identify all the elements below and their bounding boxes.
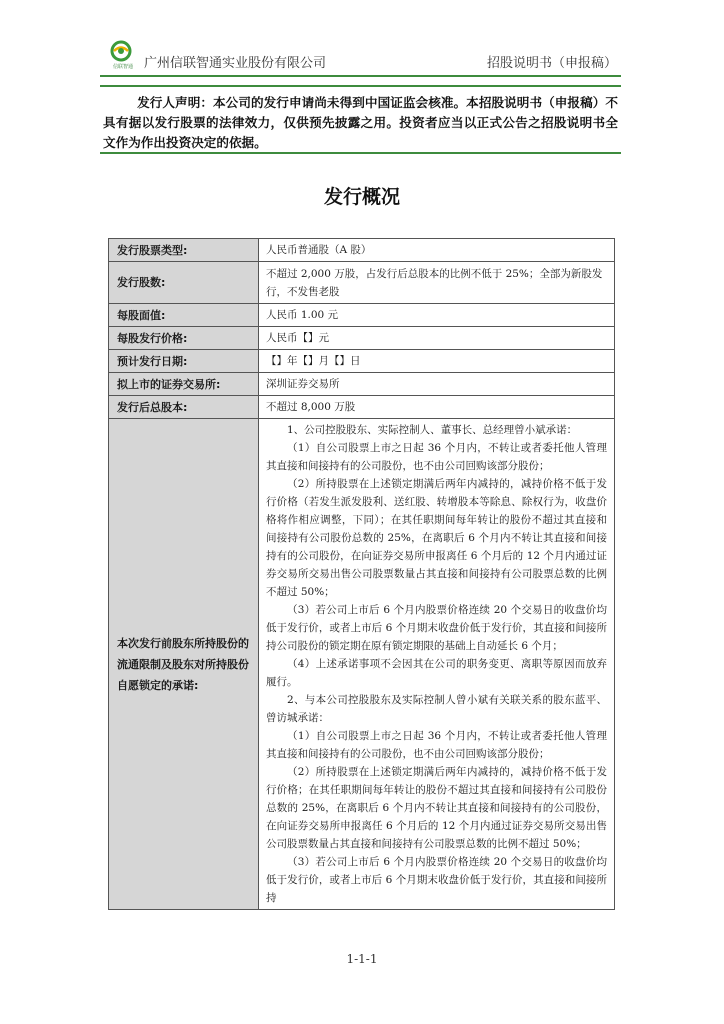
issuance-overview-table xyxy=(108,238,615,910)
table-row xyxy=(109,327,615,350)
row-label: 本次发行前股东所持股份的流通限制及股东对所持股份自愿锁定的承诺: xyxy=(109,419,259,910)
lockup-paragraph: （2）所持股票在上述锁定期满后两年内减持的，减持价格不低于发行价格（若发生派发股利、送红股、转增股本等除息、除权行为，收盘价格将作相应调整，下同）；在其任职期间每年转让的股份不超过其直接和间接持有公司股份总数的 25%，在离职后 6 个月内不转让其直接和间接持有的公司股份，在向证券交易所申报离任 6 个月后的 12 个月内通过证券交易所交易出售公司股票数量占其直接和间接持有公司股票总数的比例不超过 50%； xyxy=(266,478,607,598)
table-row xyxy=(109,350,615,373)
table-row xyxy=(109,373,615,396)
company-logo xyxy=(108,40,134,70)
row-label: 预计发行日期: xyxy=(109,350,259,373)
row-value: 人民币 1.00 元 xyxy=(259,304,615,327)
table-row xyxy=(109,262,615,304)
notice-top-divider xyxy=(100,85,621,87)
row-label: 发行股票类型: xyxy=(109,239,259,262)
row-value: 深圳证券交易所 xyxy=(259,373,615,396)
row-value: 【】年【】月【】日 xyxy=(259,350,615,373)
lockup-paragraph: 2、与本公司控股股东及实际控制人曾小斌有关联关系的股东蓝平、曾访城承诺： xyxy=(266,694,607,724)
row-value: 不超过 8,000 万股 xyxy=(259,396,615,419)
lockup-paragraph: （4）上述承诺事项不会因其在公司的职务变更、离职等原因而放弃履行。 xyxy=(266,658,607,688)
lockup-paragraph: （3）若公司上市后 6 个月内股票价格连续 20 个交易日的收盘价均低于发行价，或者上市后 6 个月期末收盘价低于发行价，其直接和间接所持公司股份的锁定期在原有锁定期限的基础上自动延长 6 个月； xyxy=(266,604,607,652)
lockup-paragraph: （1）自公司股票上市之日起 36 个月内，不转让或者委托他人管理其直接和间接持有的公司股份，也不由公司回购该部分股份； xyxy=(266,442,607,472)
lockup-commitments xyxy=(259,419,615,910)
lockup-paragraph: 1、公司控股股东、实际控制人、董事长、总经理曾小斌承诺： xyxy=(287,424,578,436)
page-header xyxy=(108,40,621,70)
lockup-paragraph: （3）若公司上市后 6 个月内股票价格连续 20 个交易日的收盘价均低于发行价，或者上市后 6 个月期末收盘价低于发行价，其直接和间接所持 xyxy=(266,856,607,904)
row-label: 每股发行价格: xyxy=(109,327,259,350)
notice-bottom-divider xyxy=(100,152,621,154)
lockup-paragraph: （1）自公司股票上市之日起 36 个月内，不转让或者委托他人管理其直接和间接持有的公司股份，也不由公司回购该部分股份； xyxy=(266,730,607,760)
table-row xyxy=(109,396,615,419)
table-row xyxy=(109,419,615,910)
table-row xyxy=(109,239,615,262)
row-label: 每股面值: xyxy=(109,304,259,327)
company-name: 广州信联智通实业股份有限公司 xyxy=(144,56,327,71)
row-value: 不超过 2,000 万股，占发行后总股本的比例不低于 25%；全部为新股发行，不发售老股 xyxy=(259,262,615,304)
issuer-notice xyxy=(103,93,618,153)
row-label: 发行后总股本: xyxy=(109,396,259,419)
issuer-notice-text: 发行人声明：本公司的发行申请尚未得到中国证监会核准。本招股说明书（申报稿）不具有据以发行股票的法律效力，仅供预先披露之用。投资者应当以正式公告之招股说明书全文作为作出投资决定的依据。 xyxy=(103,95,618,150)
logo-text: 信联智通 xyxy=(112,64,133,70)
header-divider xyxy=(100,75,621,77)
lockup-paragraph: （2）所持股票在上述锁定期满后两年内减持的，减持价格不低于发行价格；在其任职期间每年转让的股份不超过其直接和间接持有公司股份总数的 25%，在离职后 6 个月内不转让其直接和间接持有的公司股份，在向证券交易所申报离任 6 个月后的 12 个月内通过证券交易所交易出售公司股票数量占其直接和间接持有公司股票总数的比例不超过 50%； xyxy=(266,766,607,850)
document-type: 招股说明书（申报稿） xyxy=(486,56,617,71)
row-value: 人民币普通股（A 股） xyxy=(259,239,615,262)
row-label: 发行股数: xyxy=(109,262,259,304)
page-number: 1-1-1 xyxy=(346,952,378,966)
table-row xyxy=(109,304,615,327)
row-label: 拟上市的证券交易所: xyxy=(109,373,259,396)
page-title: 发行概况 xyxy=(323,186,400,208)
row-value: 人民币【】元 xyxy=(259,327,615,350)
logo-icon xyxy=(108,40,134,62)
